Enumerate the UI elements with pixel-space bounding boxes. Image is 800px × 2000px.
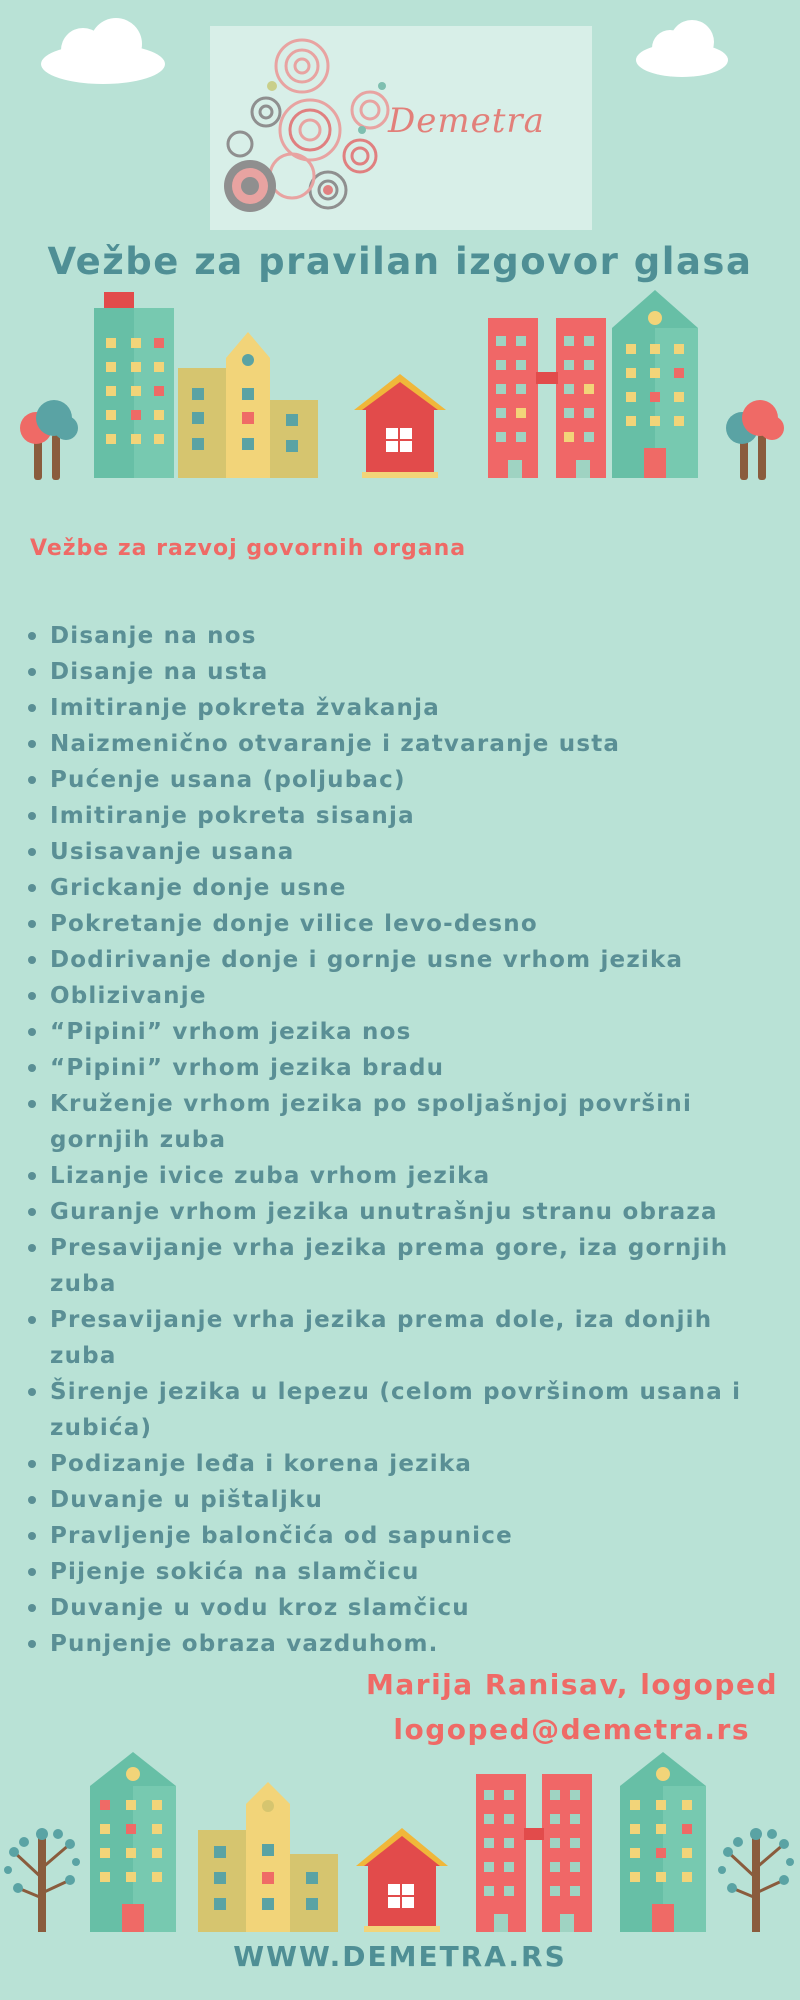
website-link[interactable]: WWW.DEMETRA.RS (233, 1940, 567, 1973)
list-item: Pućenje usana (poljubac) (26, 762, 776, 798)
list-item: Usisavanje usana (26, 834, 776, 870)
list-item: Kruženje vrhom jezika po spoljašnjoj površini gornjih zuba (26, 1086, 776, 1158)
list-item: Podizanje leđa i korena jezika (26, 1446, 776, 1482)
list-item: Imitiranje pokreta sisanja (26, 798, 776, 834)
list-item: Guranje vrhom jezika unutrašnju stranu obraza (26, 1194, 776, 1230)
section-heading: Vežbe za razvoj govornih organa (30, 536, 467, 561)
list-item: Širenje jezika u lepezu (celom površinom usana i zubića) (26, 1374, 776, 1446)
top-cityscape-illustration (0, 288, 800, 484)
cloud-right (634, 18, 730, 78)
list-item: Pokretanje donje vilice levo-desno (26, 906, 776, 942)
brand-name: Demetra (388, 101, 545, 141)
list-item: Lizanje ivice zuba vrhom jezika (26, 1158, 776, 1194)
swirl-logo-icon (210, 26, 400, 230)
list-item: Presavijanje vrha jezika prema gore, iza gornjih zuba (26, 1230, 776, 1302)
cloud-left (38, 18, 168, 84)
list-item: “Pipini” vrhom jezika nos (26, 1014, 776, 1050)
list-item: Punjenje obraza vazduhom. (26, 1626, 776, 1662)
author-name: Marija Ranisav, logoped (366, 1668, 778, 1701)
list-item: Pijenje sokića na slamčicu (26, 1554, 776, 1590)
list-item: Duvanje u vodu kroz slamčicu (26, 1590, 776, 1626)
list-item: Duvanje u pištaljku (26, 1482, 776, 1518)
exercise-list (26, 618, 776, 1662)
list-item: Naizmenično otvaranje i zatvaranje usta (26, 726, 776, 762)
list-item: Disanje na usta (26, 654, 776, 690)
list-item: “Pipini” vrhom jezika bradu (26, 1050, 776, 1086)
page-title: Vežbe za pravilan izgovor glasa (47, 240, 753, 283)
list-item: Grickanje donje usne (26, 870, 776, 906)
list-item: Disanje na nos (26, 618, 776, 654)
list-item: Oblizivanje (26, 978, 776, 1014)
author-email[interactable]: logoped@demetra.rs (393, 1713, 750, 1746)
bottom-cityscape-illustration (0, 1748, 800, 1938)
list-item: Imitiranje pokreta žvakanja (26, 690, 776, 726)
list-item: Presavijanje vrha jezika prema dole, iza donjih zuba (26, 1302, 776, 1374)
list-item: Pravljenje balončića od sapunice (26, 1518, 776, 1554)
logo (210, 26, 592, 230)
list-item: Dodirivanje donje i gornje usne vrhom jezika (26, 942, 776, 978)
